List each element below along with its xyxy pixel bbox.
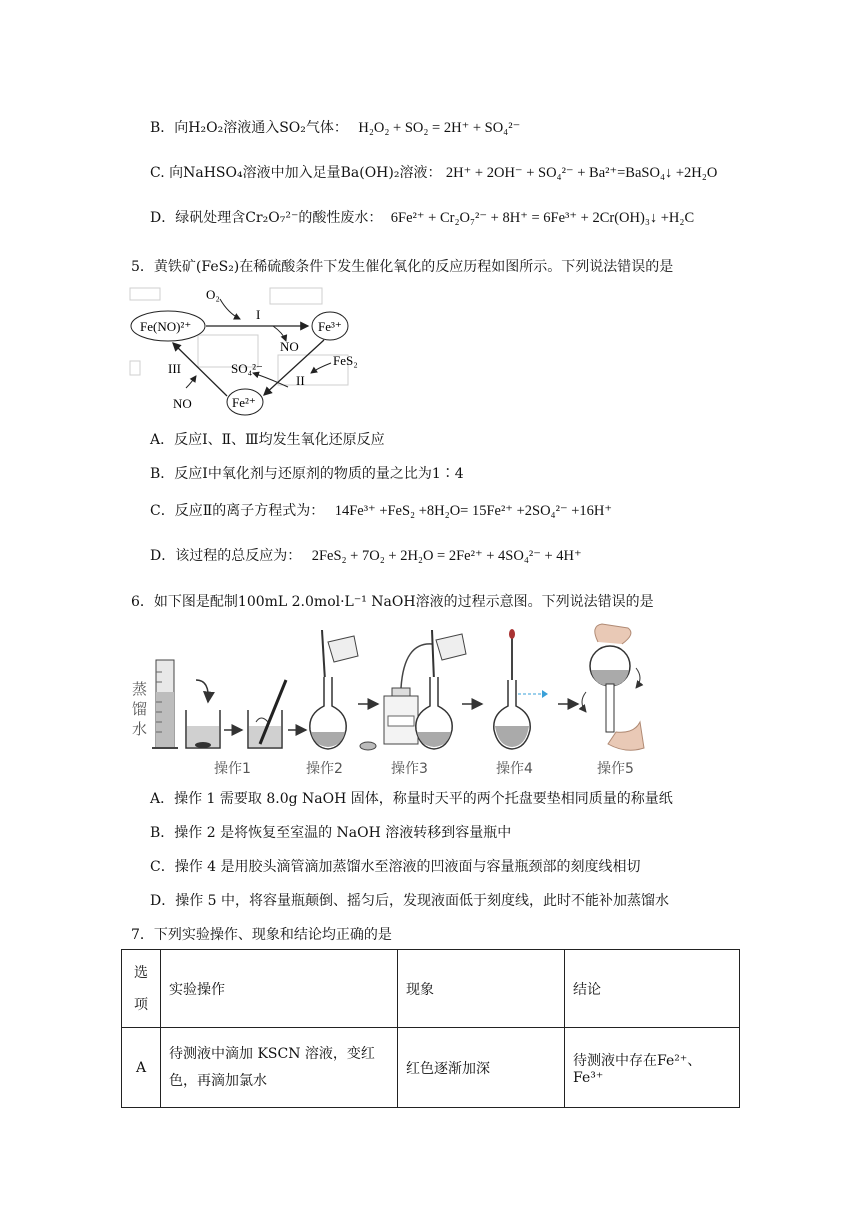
node-fe3: Fe³⁺ bbox=[318, 319, 342, 334]
label-no-out: NO bbox=[280, 339, 299, 354]
header-phenomenon: 现象 bbox=[398, 950, 565, 1028]
label-so4: SO₄²⁻ bbox=[231, 361, 263, 376]
row-option: A bbox=[122, 1028, 161, 1108]
wash-bottle-and-flask-3 bbox=[360, 630, 466, 750]
step-label-5: 操作5 bbox=[597, 761, 634, 777]
q7-stem: 7．下列实验操作、现象和结论均正确的是 bbox=[131, 927, 392, 943]
arrow-fes2-in bbox=[311, 363, 331, 373]
figure-side-label bbox=[132, 680, 147, 738]
q5-option-c bbox=[150, 500, 612, 520]
header-conclusion: 结论 bbox=[565, 950, 740, 1028]
q5-reaction-diagram bbox=[128, 283, 368, 418]
row-conclusion: 待测液中存在Fe²⁺、Fe³⁺ bbox=[565, 1028, 740, 1108]
inverted-flask-5 bbox=[582, 624, 644, 750]
q5-option-d bbox=[150, 545, 582, 565]
label-fes2: FeS₂ bbox=[333, 353, 358, 368]
arrow-o2-in bbox=[220, 299, 240, 319]
label-step-1: I bbox=[256, 307, 261, 322]
q5-option-d-equation: 2FeS₂ + 7O₂ + 2H₂O = 2Fe²⁺ + 4SO₄²⁻ + 4H⁺ bbox=[311, 548, 582, 564]
node-fe-no: Fe(NO)²⁺ bbox=[140, 319, 192, 334]
q4-option-c-equation: 2H⁺ + 2OH⁻ + SO₄²⁻ + Ba²⁺=BaSO₄↓ +2H₂O bbox=[445, 165, 718, 181]
header-operation: 实验操作 bbox=[161, 950, 398, 1028]
q4-option-c bbox=[150, 162, 717, 182]
q6-option-b: B．操作 2 是将恢复至室温的 NaOH 溶液转移到容量瓶中 bbox=[150, 825, 512, 841]
q5-option-c-equation: 14Fe³⁺ +FeS₂ +8H₂O= 15Fe²⁺ +2SO₄²⁻ +16H⁺ bbox=[334, 503, 613, 519]
step-label-3: 操作3 bbox=[391, 761, 428, 777]
q6-option-a: A．操作 1 需要取 8.0g NaOH 固体，称量时天平的两个托盘要垫相同质量的称量纸 bbox=[150, 791, 673, 807]
step-label-2: 操作2 bbox=[306, 761, 343, 777]
pour-arrow bbox=[196, 680, 208, 702]
graduated-cylinder bbox=[152, 660, 178, 748]
side-label-text: 蒸馏水 bbox=[132, 680, 148, 738]
q6-option-d: D．操作 5 中，将容量瓶颠倒、摇匀后，发现液面低于刻度线，此时不能补加蒸馏水 bbox=[150, 893, 670, 909]
volumetric-flask-2 bbox=[310, 630, 358, 749]
table-header-row bbox=[122, 950, 740, 1028]
label-step-2: II bbox=[296, 373, 305, 388]
q5-stem: 5．黄铁矿(FeS₂)在稀硫酸条件下发生催化氧化的反应历程如图所示。下列说法错误的是 bbox=[131, 259, 674, 275]
row-phenomenon: 红色逐渐加深 bbox=[398, 1028, 565, 1108]
q4-option-d-prefix: D．绿矾处理含Cr₂O₇²⁻的酸性废水： bbox=[150, 210, 383, 226]
q4-option-d bbox=[150, 207, 694, 227]
q6-solution-preparation-figure bbox=[128, 622, 668, 782]
q4-option-b-equation: H₂O₂ + SO₂ = 2H⁺ + SO₄²⁻ bbox=[358, 120, 521, 136]
q4-option-c-prefix: C. 向NaHSO₄溶液中加入足量Ba(OH)₂溶液： bbox=[150, 165, 442, 181]
step-label-4: 操作4 bbox=[496, 761, 533, 777]
q4-option-d-equation: 6Fe²⁺ + Cr₂O₇²⁻ + 8H⁺ = 6Fe³⁺ + 2Cr(OH)₃↓ +H₂C bbox=[390, 210, 695, 226]
label-step-3: III bbox=[168, 361, 181, 376]
arrow-step-3 bbox=[173, 343, 227, 396]
q4-option-b bbox=[150, 117, 520, 137]
label-no-in: NO bbox=[173, 396, 192, 411]
q7-experiment-table bbox=[121, 949, 740, 1108]
beaker-1 bbox=[186, 710, 220, 748]
dropper-flask-4 bbox=[494, 629, 548, 749]
header-option: 选项 bbox=[122, 950, 161, 1028]
row-operation: 待测液中滴加 KSCN 溶液，变红色，再滴加氯水 bbox=[161, 1028, 398, 1108]
q5-option-c-prefix: C．反应Ⅱ的离子方程式为： bbox=[150, 503, 325, 519]
q6-stem: 6．如下图是配制100mL 2.0mol·L⁻¹ NaOH溶液的过程示意图。下列说法错误的是 bbox=[131, 594, 654, 610]
q6-option-c: C．操作 4 是用胶头滴管滴加蒸馏水至溶液的凹液面与容量瓶颈部的刻度线相切 bbox=[150, 859, 641, 875]
q4-option-b-prefix: B．向H₂O₂溶液通入SO₂气体： bbox=[150, 120, 348, 136]
arrow-no-in bbox=[186, 376, 196, 388]
q5-option-a: A．反应Ⅰ、Ⅱ、Ⅲ均发生氧化还原反应 bbox=[150, 432, 385, 448]
step-label-1: 操作1 bbox=[214, 761, 251, 777]
node-fe2: Fe²⁺ bbox=[232, 395, 256, 410]
beaker-2 bbox=[248, 680, 286, 748]
table-row bbox=[122, 1028, 740, 1108]
q5-option-d-prefix: D．该过程的总反应为： bbox=[150, 548, 302, 564]
label-o2: O₂ bbox=[206, 287, 220, 302]
q5-option-b: B．反应Ⅰ中氧化剂与还原剂的物质的量之比为1∶4 bbox=[150, 466, 464, 482]
